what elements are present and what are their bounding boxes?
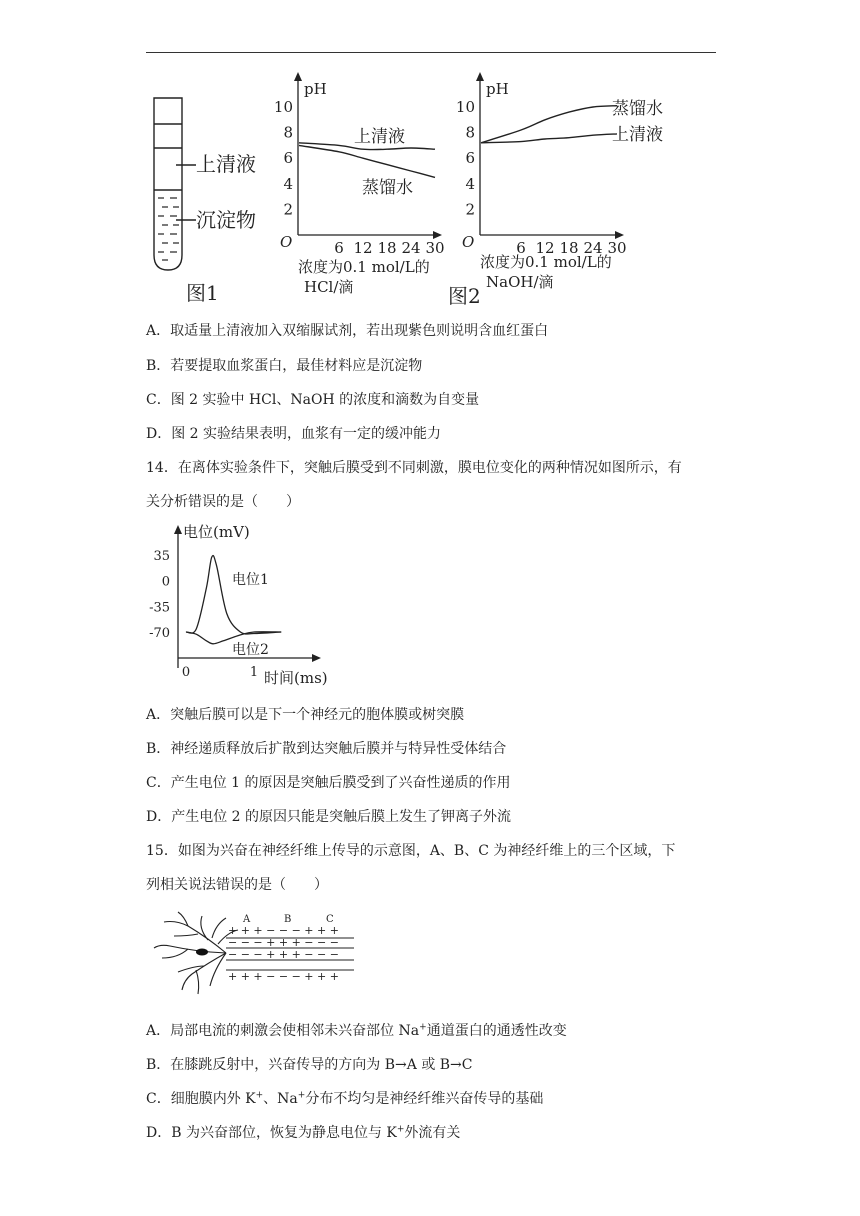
sediment-dashes [158,198,179,260]
region-label-c: C [326,914,334,925]
x-tick-label: 12 [353,239,373,257]
q14-stem-line1: 14．在离体实验条件下，突触后膜受到不同刺激，膜电位变化的两种情况如图所示，有 [146,460,682,476]
figure1-caption: 图1 [186,281,219,305]
x-axis-label-line2: NaOH/滴 [486,273,554,291]
nerve-fiber-diagram [148,908,368,1000]
y-tick-label: 2 [283,200,293,219]
x-tick-label: 24 [401,239,421,257]
x-axis-label-line2: HCl/滴 [304,278,354,296]
x-tick-label: 6 [334,239,344,257]
x-axis-label-line1: 浓度为0.1 mol/L的 [298,258,430,276]
y-tick-label: 4 [465,174,475,193]
series-label: 蒸馏水 [612,99,663,119]
origin-label: O [462,233,475,251]
series-line [186,556,281,634]
chart-hcl [274,72,445,296]
origin-label: O [280,233,293,251]
q15-option-b: B．在膝跳反射中，兴奋传导的方向为 B→A 或 B→C [146,1057,473,1073]
q14-option-c: C．产生电位 1 的原因是突触后膜受到了兴奋性递质的作用 [146,775,511,791]
cell-nucleus [196,949,208,956]
y-tick-label: 6 [465,149,475,168]
region-label-b: B [284,914,292,925]
x-tick-label: 0 [181,665,191,680]
q15-option-d: D．B 为兴奋部位，恢复为静息电位与 K+外流有关 [146,1124,461,1141]
series-label: 上清液 [354,127,405,147]
charge-row-outer-top: + + + − − − + + + [228,924,339,937]
y-axis-label: 电位(mV) [183,523,250,541]
x-axis-arrow [433,231,442,239]
q13-option-b: B．若要提取血浆蛋白，最佳材料应是沉淀物 [146,358,423,374]
q14-option-b: B．神经递质释放后扩散到达突触后膜并与特异性受体结合 [146,741,507,757]
charge-row-inner-bottom: − − − + + + − − − [228,948,339,961]
x-axis-label: 时间(ms) [264,669,328,687]
y-tick-label: 35 [153,548,170,564]
y-tick-label: 10 [273,98,293,116]
series-line [299,145,435,177]
y-tick-label: 8 [283,123,293,142]
test-tube-illustration [154,98,196,270]
x-axis-label-line1: 浓度为0.1 mol/L的 [480,253,612,271]
q14-option-d: D．产生电位 2 的原因只能是突触后膜上发生了钾离子外流 [146,809,512,825]
series-label: 上清液 [612,125,663,145]
q13-option-c: C．图 2 实验中 HCl、NaOH 的浓度和滴数为自变量 [146,392,480,408]
figure-ph-experiment [140,70,720,310]
y-tick-label: -70 [149,626,170,641]
y-tick-label: 8 [465,123,475,142]
q13-option-a: A．取适量上清液加入双缩脲试剂，若出现紫色则说明含血红蛋白 [146,323,549,339]
series-line [481,134,617,143]
y-tick-label: 6 [283,149,293,168]
x-axis-arrow [312,654,321,662]
figure2-caption: 图2 [448,284,481,308]
q15-option-c: C．细胞膜内外 K+、Na+分布不均匀是神经纤维兴奋传导的基础 [146,1090,544,1107]
y-tick-label: 0 [161,574,170,590]
x-tick-label: 24 [583,239,603,257]
tube-label-supernatant: 上清液 [196,152,256,176]
x-axis-arrow [615,231,624,239]
chart-naoh [456,72,663,291]
q15-option-a: A．局部电流的刺激会使相邻未兴奋部位 Na+通道蛋白的通透性改变 [146,1022,567,1039]
charge-row-inner-top: − − − + + + − − − [228,936,339,949]
q15-stem-line1: 15．如图为兴奋在神经纤维上传导的示意图，A、B、C 为神经纤维上的三个区域，下 [146,843,676,859]
y-axis-label: pH [486,80,509,98]
series-label: 蒸馏水 [362,178,413,198]
y-axis-arrow [294,72,302,81]
series-label: 电位2 [232,642,269,658]
x-tick-label: 30 [425,239,445,257]
y-tick-label: 10 [455,98,475,116]
x-tick-label: 18 [559,239,579,257]
y-tick-label: -35 [149,600,170,616]
q15-stem-line2: 列相关说法错误的是（ ） [146,877,328,893]
chart-membrane-potential [140,520,340,692]
series-label: 电位1 [232,572,269,588]
y-axis-label: pH [304,80,327,98]
region-label-a: A [243,914,251,925]
x-tick-label: 30 [607,239,627,257]
x-tick-label: 18 [377,239,397,257]
x-tick-label: 6 [516,239,526,257]
x-tick-label: 1 [249,665,259,680]
y-axis-arrow [476,72,484,81]
y-axis-arrow [174,525,182,534]
neuron-dendrites [154,912,238,994]
series-line [481,106,617,143]
q14-stem-line2: 关分析错误的是（ ） [146,494,300,510]
y-tick-label: 2 [465,200,475,219]
header-rule [146,52,716,53]
y-tick-label: 4 [283,174,293,193]
q13-option-d: D．图 2 实验结果表明，血浆有一定的缓冲能力 [146,426,442,442]
x-tick-label: 12 [535,239,555,257]
tube-label-sediment: 沉淀物 [196,208,256,232]
q14-option-a: A．突触后膜可以是下一个神经元的胞体膜或树突膜 [146,707,465,723]
charge-row-outer-bottom: + + + − − − + + + [228,970,339,983]
